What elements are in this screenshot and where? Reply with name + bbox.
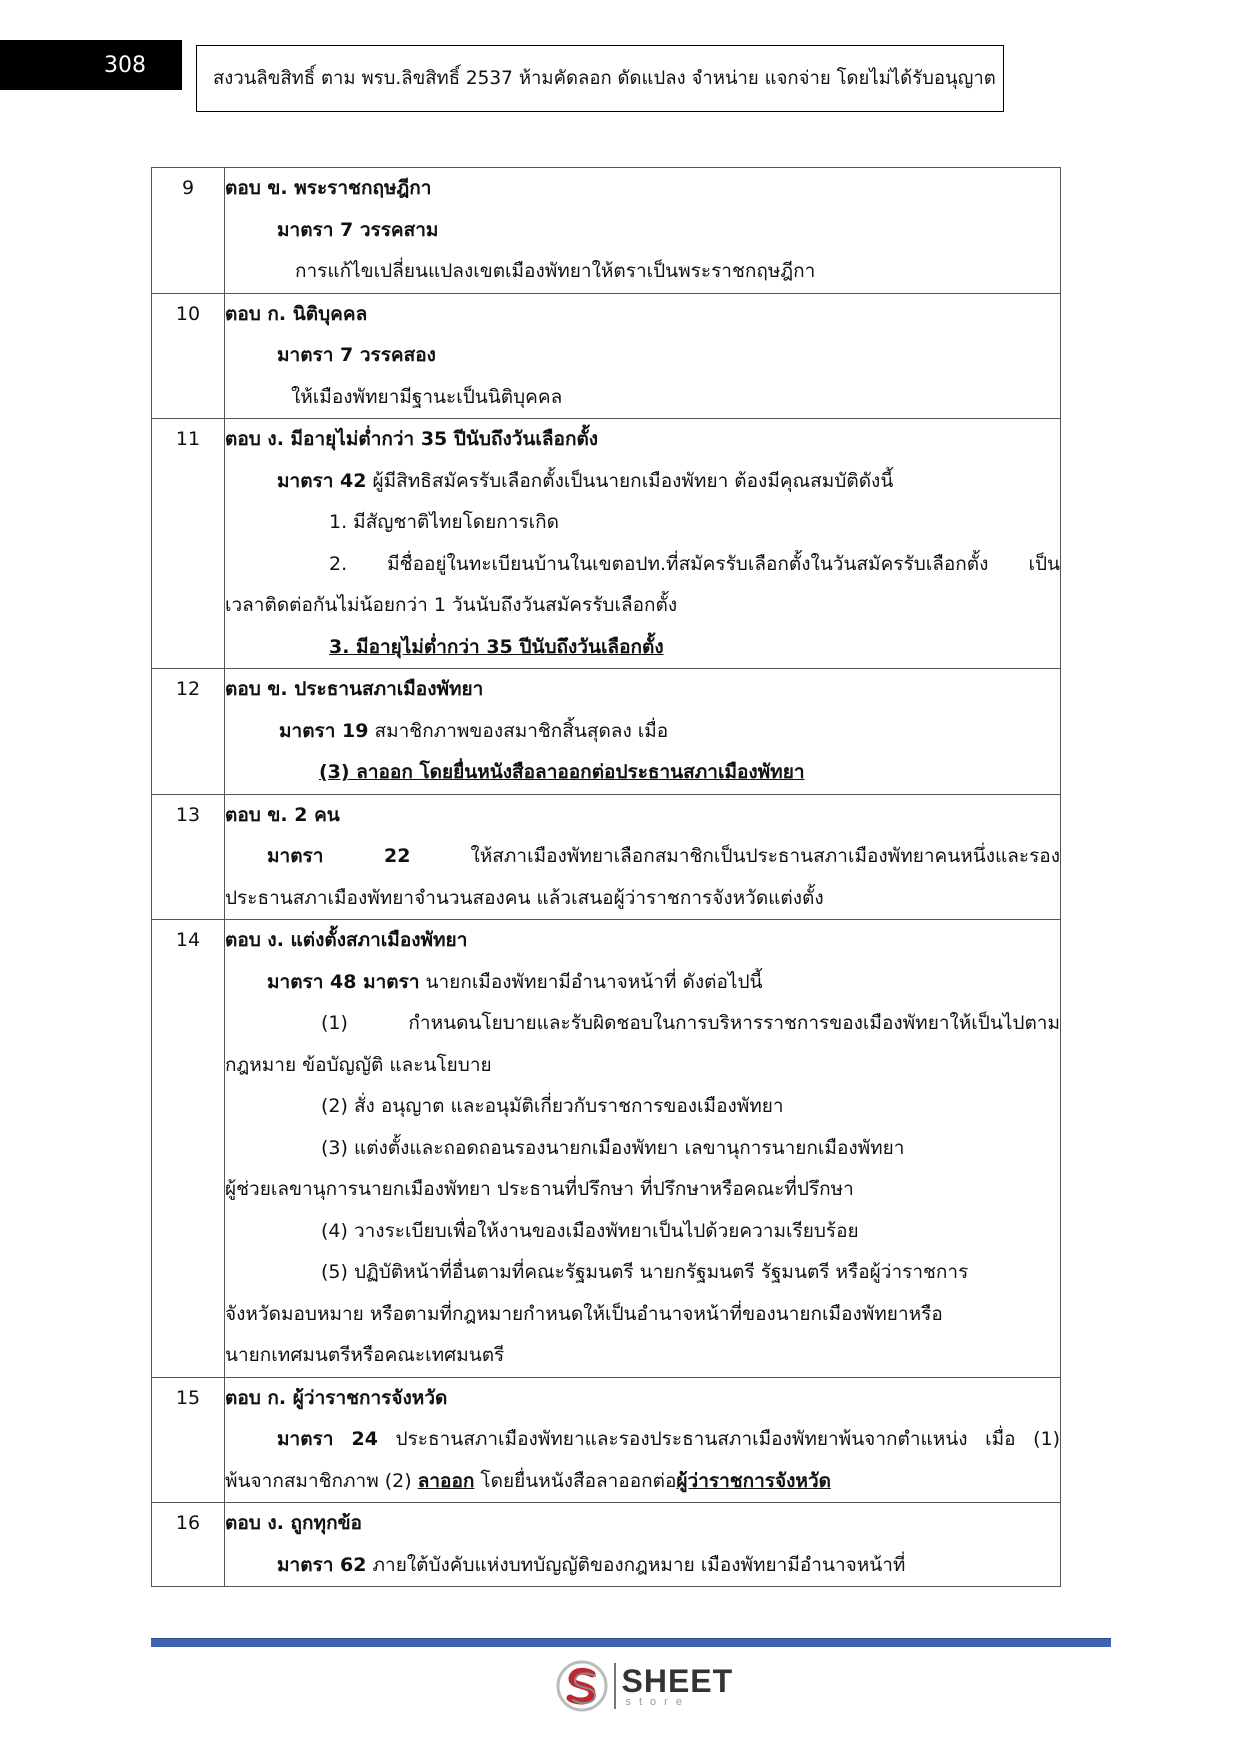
answer-cell [225,669,1061,795]
answer-label: ตอบ ก. นิติบุคคล [225,302,368,325]
law-section: มาตรา 7 วรรคสอง [277,344,436,366]
logo-word: SHEET [621,1662,734,1699]
answer-label: ตอบ ง. ถูกทุกข้อ [225,1512,362,1534]
duty-item: (1) กำหนดนโยบายและรับผิดชอบในการบริหารราชการของเมืองพัทยาให้เป็นไปตาม [321,1012,1060,1034]
section-line [225,1545,1060,1587]
law-section: มาตรา 42 [277,469,367,492]
duty-item: (5) ปฏิบัติหน้าที่อื่นตามที่คณะรัฐมนตรี นายกรัฐมนตรี รัฐมนตรี หรือผู้ว่าราชการ [321,1261,969,1283]
qualification-item: 1. มีสัญชาติไทยโดยการเกิด [329,511,559,533]
table-row [152,1503,1061,1587]
answer-cell [225,920,1061,1378]
answer-table [151,167,1061,1587]
duty-item: (4) วางระเบียบเพื่อให้งานของเมืองพัทยาเป็นไปด้วยความเรียบร้อย [321,1219,859,1242]
section-text-continued [225,1461,1060,1503]
section-line [225,962,1060,1004]
answer-label: ตอบ ข. ประธานสภาเมืองพัทยา [225,678,484,700]
answer-cell [225,168,1061,294]
law-section: มาตรา 24 [277,1428,378,1450]
question-number: 15 [152,1377,225,1503]
question-number: 13 [152,794,225,920]
page-number: 308 [0,40,182,90]
section-text: ภายใต้บังคับแห่งบทบัญญัติของกฎหมาย เมืองพัทยามีอำนาจหน้าที่ [366,1553,906,1576]
highlighted-item [225,752,1060,794]
section-text: นายกเมืองพัทยามีอำนาจหน้าที่ ดังต่อไปนี้ [419,970,763,993]
question-number: 14 [152,920,225,1378]
section-text: ผู้มีสิทธิสมัครรับเลือกตั้งเป็นนายกเมืองพัทยา ต้องมีคุณสมบัติดังนี้ [366,469,894,492]
answer-label: ตอบ ข. 2 คน [225,803,340,826]
explanation: การแก้ไขเปลี่ยนแปลงเขตเมืองพัทยาให้ตราเป็นพระราชกฤษฎีกา [295,260,816,282]
question-number: 9 [152,168,225,294]
table-row [152,669,1061,795]
qualification-item-continued: เวลาติดต่อกันไม่น้อยกว่า 1 วันนับถึงวันสมัครรับเลือกตั้ง [225,594,678,616]
answer-cell [225,1503,1061,1587]
qualification-item: 2. มีชื่ออยู่ในทะเบียนบ้านในเขตอปท.ที่สมัครรับเลือกตั้งในวันสมัครรับเลือกตั้ง เป็น [329,552,1060,575]
duty-item-continued: ผู้ช่วยเลขานุการนายกเมืองพัทยา ประธานที่ปรึกษา ที่ปรึกษาหรือคณะที่ปรึกษา [225,1178,854,1200]
highlighted-item [225,627,1060,669]
highlighted-text: ผู้ว่าราชการจังหวัด [676,1469,831,1492]
text-part: พ้นจากสมาชิกภาพ (2) [225,1469,418,1492]
table-row [152,920,1061,1378]
answer-label: ตอบ ง. มีอายุไม่ต่ำกว่า 35 ปีนับถึงวันเลือกตั้ง [225,428,599,450]
section-text-continued: ประธานสภาเมืองพัทยาจำนวนสองคน แล้วเสนอผู้ว่าราชการจังหวัดแต่งตั้ง [225,886,824,909]
table-row [152,794,1061,920]
explanation: ให้เมืองพัทยามีฐานะเป็นนิติบุคคล [291,385,563,408]
answer-cell [225,794,1061,920]
text-part: โดยยื่นหนังสือลาออกต่อ [474,1469,677,1492]
table-row [152,293,1061,419]
section-line [225,836,1060,878]
copyright-header [196,45,1004,112]
highlighted-text: (3) ลาออก โดยยื่นหนังสือลาออกต่อประธานสภาเมืองพัทยา [319,761,805,783]
law-section: มาตรา 19 [279,719,369,742]
logo-separator [614,1663,616,1709]
duty-item-continued: กฎหมาย ข้อบัญญัติ และนโยบาย [225,1053,492,1076]
section-line [225,711,1060,753]
section-text: ประธานสภาเมืองพัทยาและรองประธานสภาเมืองพัทยาพ้นจากตำแหน่ง เมื่อ (1) [377,1428,1060,1450]
duty-item-continued: นายกเทศมนตรีหรือคณะเทศมนตรี [225,1344,505,1366]
table-row [152,168,1061,294]
table-row [152,1377,1061,1503]
logo-text [621,1662,734,1708]
section-line [225,1419,1060,1461]
section-line [225,461,1060,503]
question-number: 10 [152,293,225,419]
section-text: ให้สภาเมืองพัทยาเลือกสมาชิกเป็นประธานสภาเมืองพัทยาคนหนึ่งและรอง [410,845,1060,867]
answer-cell [225,1377,1061,1503]
answer-cell [225,419,1061,669]
question-number: 12 [152,669,225,795]
answer-cell [225,293,1061,419]
duty-item: (3) แต่งตั้งและถอดถอนรองนายกเมืองพัทยา เลขานุการนายกเมืองพัทยา [321,1136,905,1159]
law-section: มาตรา 48 มาตรา [267,970,420,993]
question-number: 16 [152,1503,225,1587]
question-number: 11 [152,419,225,669]
duty-item: (2) สั่ง อนุญาต และอนุมัติเกี่ยวกับราชการของเมืองพัทยา [321,1095,784,1117]
section-text: สมาชิกภาพของสมาชิกสิ้นสุดลง เมื่อ [368,719,669,742]
footer-rule [151,1638,1111,1647]
logo-subtext: store [625,1695,690,1708]
answer-label: ตอบ ก. ผู้ว่าราชการจังหวัด [225,1386,448,1409]
law-section: มาตรา 62 [277,1553,367,1576]
answer-label: ตอบ ง. แต่งตั้งสภาเมืองพัทยา [225,929,468,951]
answer-label: ตอบ ข. พระราชกฤษฎีกา [225,177,432,199]
highlighted-text: ลาออก [417,1469,475,1492]
law-section: มาตรา 7 วรรคสาม [277,218,439,241]
duty-item-continued: จังหวัดมอบหมาย หรือตามที่กฎหมายกำหนดให้เป็นอำนาจหน้าที่ของนายกเมืองพัทยาหรือ [225,1302,943,1325]
law-section: มาตรา 22 [267,845,411,867]
highlighted-text: 3. มีอายุไม่ต่ำกว่า 35 ปีนับถึงวันเลือกตั้ง [329,635,664,658]
sheet-store-logo-icon [556,1660,608,1712]
copyright-text: สงวนลิขสิทธิ์ ตาม พรบ.ลิขสิทธิ์ 2537 ห้ามคัดลอก ดัดแปลง จำหน่าย แจกจ่าย โดยไม่ได้รับอนุญาต [213,68,996,89]
sheet-store-logo [556,1660,733,1712]
table-row [152,419,1061,669]
